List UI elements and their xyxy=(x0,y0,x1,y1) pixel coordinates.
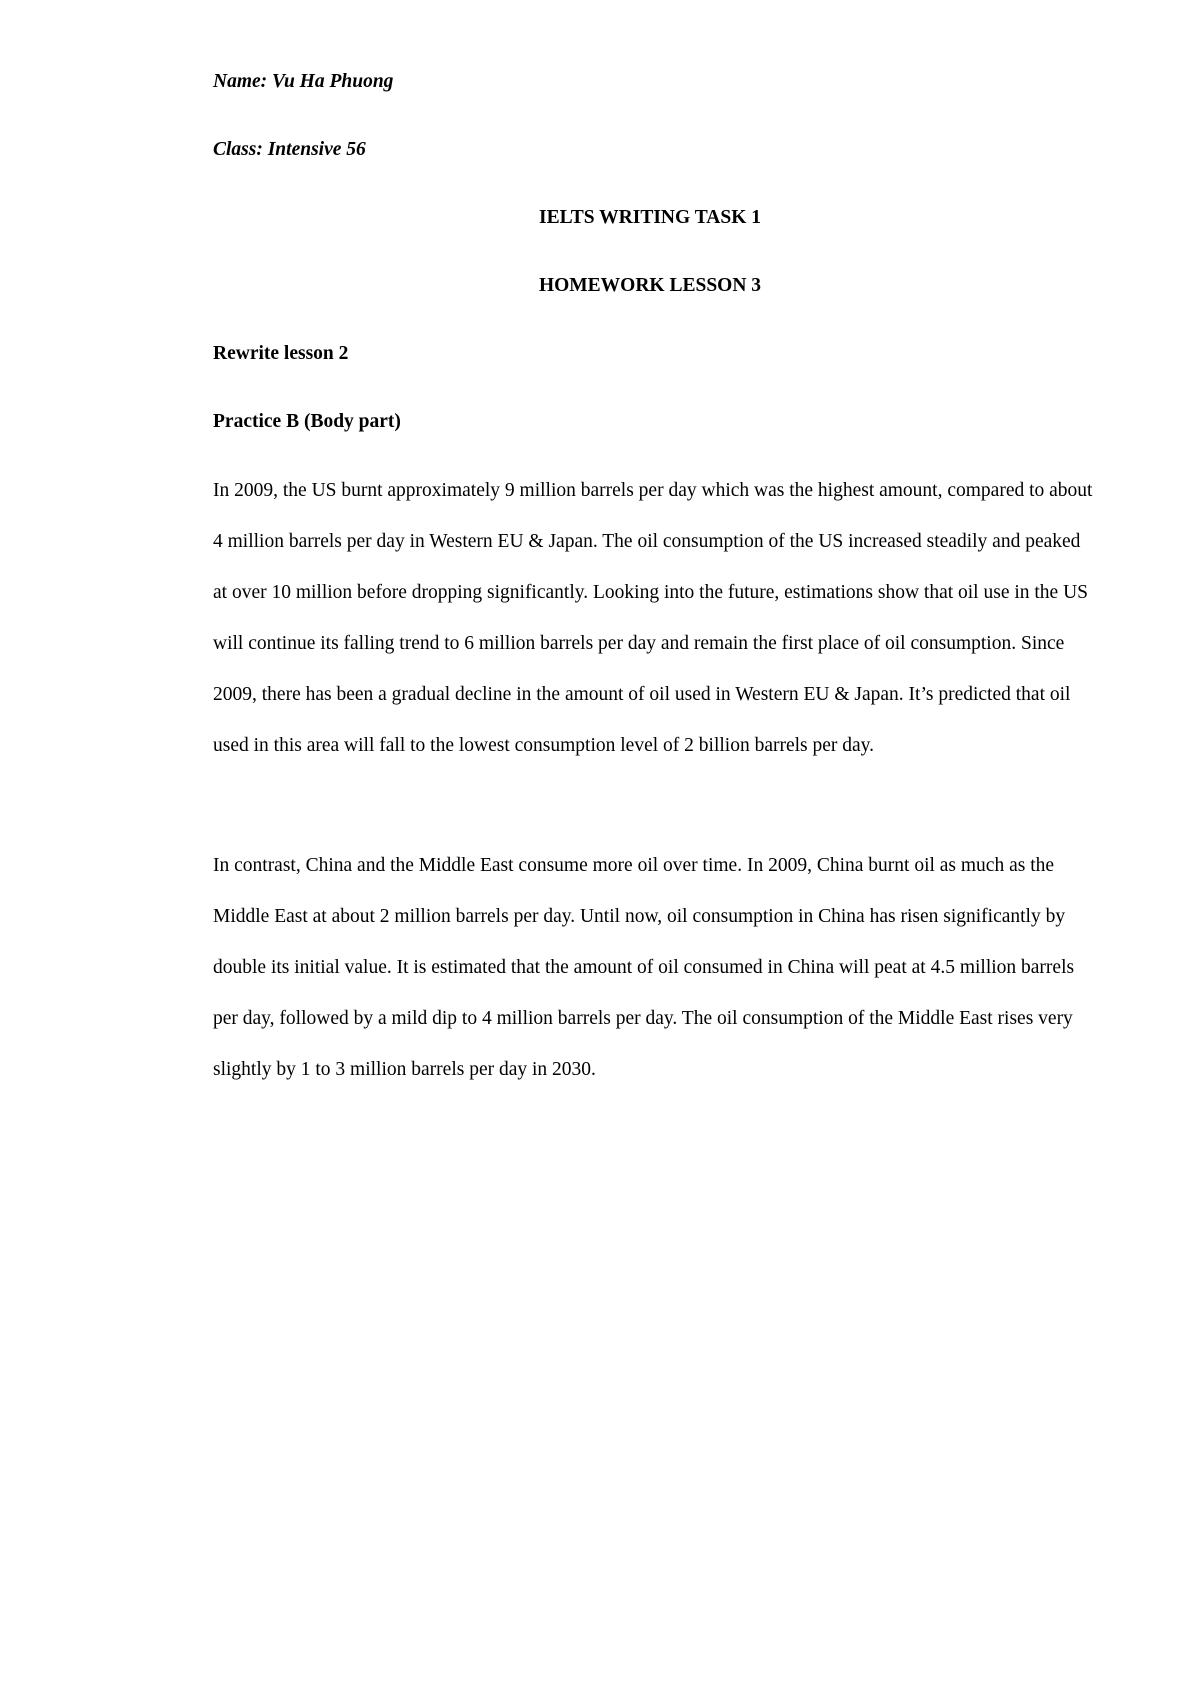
body-paragraph-1: In 2009, the US burnt approximately 9 million barrels per day which was the highest amount, compared to about 4 million barrels per day in Western EU & Japan. The oil consumption of the US increased steadily and peaked at over 10 million before dropping significantly. Looking into the future, estimations show that oil use in the US will continue its falling trend to 6 million barrels per day and remain the first place of oil consumption. Since 2009, there has been a gradual decline in the amount of oil used in Western EU & Japan. It’s predicted that oil used in this area will fall to the lowest consumption level of 2 billion barrels per day. xyxy=(213,480,1093,756)
student-name: Name: Vu Ha Phuong xyxy=(213,71,394,92)
document-title: IELTS WRITING TASK 1 xyxy=(538,207,761,228)
student-class: Class: Intensive 56 xyxy=(213,139,366,160)
section-heading-practice: Practice B (Body part) xyxy=(213,411,401,432)
section-heading-rewrite: Rewrite lesson 2 xyxy=(213,343,349,364)
document-subtitle: HOMEWORK LESSON 3 xyxy=(538,275,762,296)
body-paragraph-2: In contrast, China and the Middle East consume more oil over time. In 2009, China burnt oil as much as the Middle East at about 2 million barrels per day. Until now, oil consumption in China has risen significantly by double its initial value. It is estimated that the amount of oil consumed in China will peat at 4.5 million barrels per day, followed by a mild dip to 4 million barrels per day. The oil consumption of the Middle East rises very slightly by 1 to 3 million barrels per day in 2030. xyxy=(213,855,1075,1080)
